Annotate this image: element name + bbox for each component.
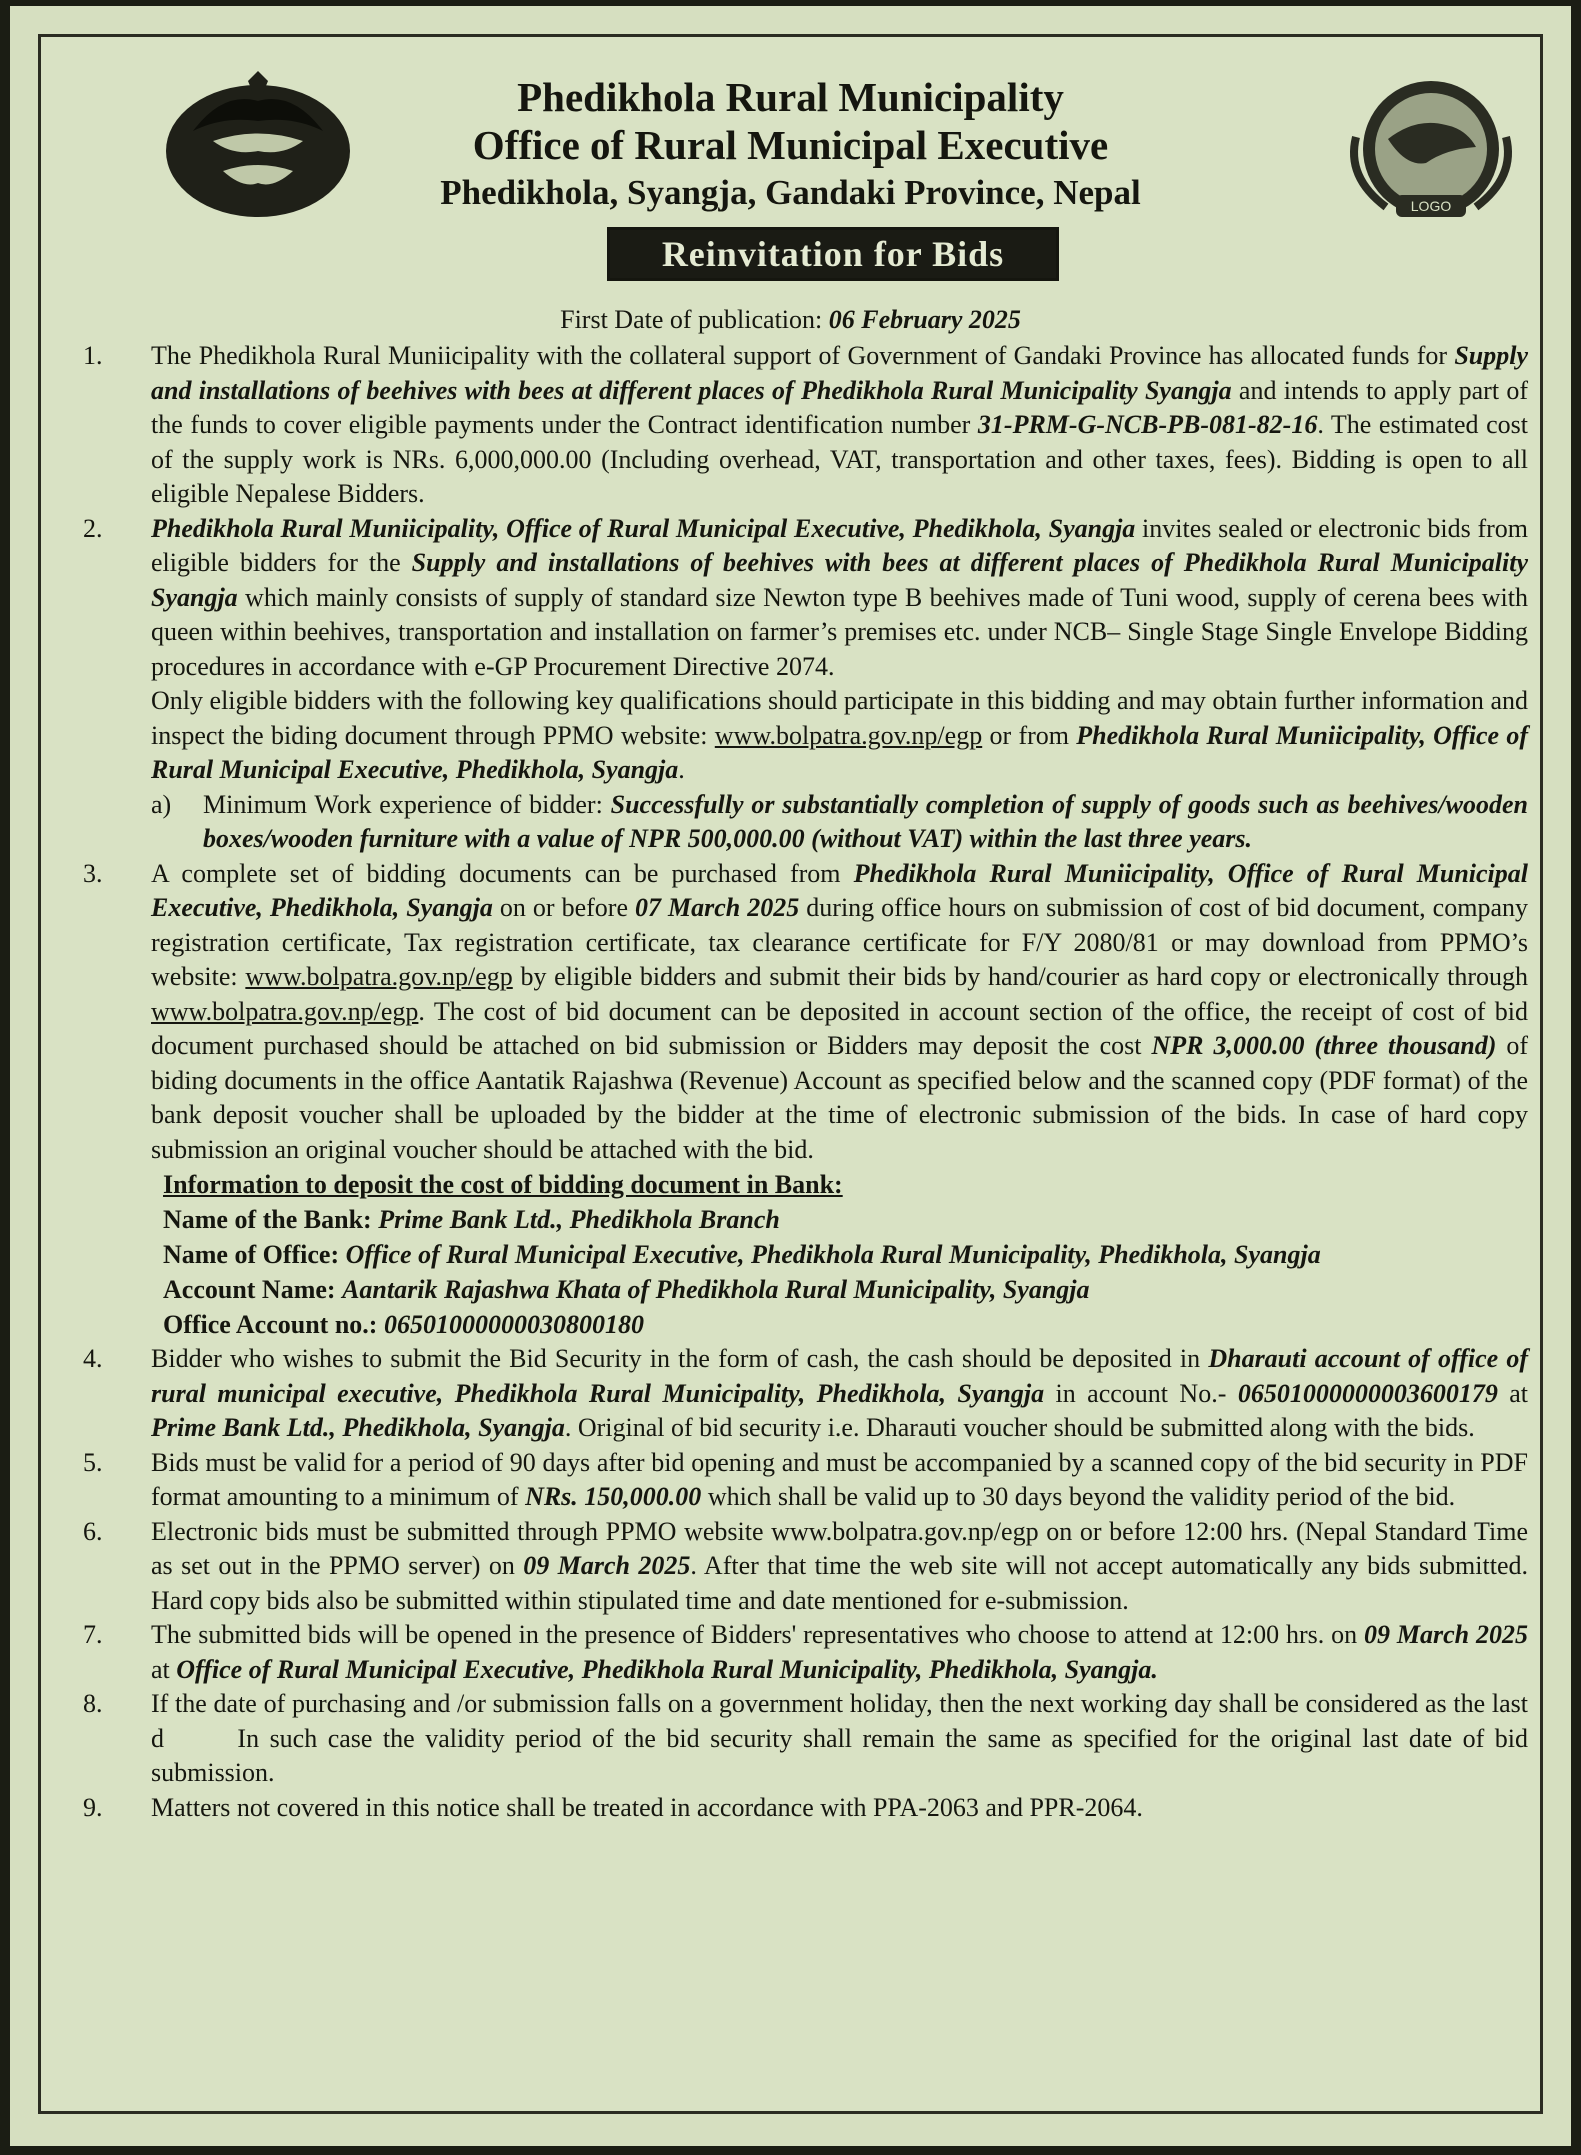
clause-emphasis: Phedikhola Rural Muniicipality, Office of Rural Municipal Executive, Phedikhola, Syangja: [151, 858, 1529, 922]
municipality-name: Phedikhola Rural Municipality: [517, 74, 1064, 120]
field-value: Prime Bank Ltd., Phedikhola Branch: [378, 1205, 780, 1234]
clause-text: Bidder who wishes to submit the Bid Security in the form of cash, the cash should be deposited in: [151, 1344, 1209, 1373]
clause-number: 5.: [83, 1447, 103, 1477]
clause-6: [63, 1515, 1528, 1619]
notice-body: [63, 339, 1528, 1825]
clause-8: [63, 1687, 1528, 1791]
notice-title: Reinvitation for Bids: [661, 234, 1005, 274]
field-label: Account Name:: [163, 1275, 343, 1304]
address-line: Phedikhola, Syangja, Gandaki Province, Nepal: [440, 173, 1141, 212]
account-number-row: [163, 1307, 1528, 1342]
clause-number: 8.: [83, 1689, 103, 1718]
clause-text: of biding documents in the office Aantatik Rajashwa (Revenue) Account as specified below and the scanned copy (PDF format) of the bank deposit voucher shall be uploaded by the bidder at the time of electronic submission of the bids. In case of hard copy submission an original voucher should be attached with the bid.: [151, 1031, 1529, 1164]
clause-emphasis: Prime Bank Ltd., Phedikhola, Syangja: [151, 1413, 565, 1442]
qualification-intro: [63, 684, 1528, 788]
clause-number: 9.: [83, 1792, 103, 1822]
clause-text: or from: [982, 720, 1077, 750]
clause-text: at: [1497, 1378, 1529, 1408]
clause-emphasis: Phedikhola Rural Muniicipality, Office of Rural Municipal Executive, Phedikhola, Syangja: [151, 720, 1528, 784]
publication-line: [41, 305, 1540, 335]
account-name-row: [163, 1272, 1528, 1307]
clause-9: [63, 1791, 1528, 1826]
clause-5: [63, 1446, 1528, 1515]
clause-number: 2.: [83, 513, 103, 543]
clause-text: . The estimated cost of the supply work is NRs. 6,000,000.00 (Including overhead, VAT, transportation and other taxes, fees). Bidding is open to all eligible Nepalese Bidders.: [151, 410, 1528, 508]
clause-number: 4.: [83, 1344, 103, 1373]
qualification-a: [63, 788, 1528, 857]
clause-emphasis: Office of Rural Municipal Executive, Phedikhola Rural Municipality, Phedikhola, Syangja.: [176, 1654, 1158, 1684]
contract-id: 31-PRM-G-NCB-PB-081-82-16: [977, 410, 1318, 439]
clause-emphasis: Successfully or substantially completion of supply of goods such as beehives/wooden boxes/wooden furniture with a value of NPR 500,000.00 (without VAT) within the last three years.: [203, 789, 1529, 853]
field-value: Aantarik Rajashwa Khata of Phedikhola Rural Municipality, Syangja: [342, 1275, 1090, 1304]
clause-text: on or before: [492, 893, 636, 922]
clause-number: 3.: [83, 858, 103, 888]
clause-text: The submitted bids will be opened in the presence of Bidders' representatives who choose to attend at 12:00 hrs. on: [151, 1620, 1364, 1649]
egp-link[interactable]: www.bolpatra.gov.np/egp: [151, 996, 419, 1026]
clause-text: .: [678, 755, 685, 784]
clause-text: A complete set of bidding documents can be purchased from: [151, 858, 854, 888]
clause-1: [63, 339, 1528, 512]
clause-text: which shall be valid up to 30 days beyond the validity period of the bid.: [701, 1482, 1456, 1511]
clause-number: 1.: [83, 341, 103, 370]
clause-text: by eligible bidders and submit their bids by hand/courier as hard copy or electronically through: [512, 962, 1528, 991]
field-label: Name of the Bank:: [163, 1205, 379, 1234]
clause-emphasis: Supply and installations of beehives with bees at different places of Phedikhola Rural Municipality Syangja: [151, 548, 1528, 612]
logo-caption: LOGO: [1410, 198, 1452, 214]
clause-7: [63, 1618, 1528, 1687]
newspaper-page: [10, 6, 1571, 2146]
deadline-date: 07 March 2025: [635, 893, 800, 922]
clause-text: . Original of bid security i.e. Dharauti voucher should be submitted along with the bids.: [564, 1413, 1475, 1442]
security-account-number: 06501000000003600179: [1237, 1378, 1498, 1408]
clause-text: invites sealed or electronic bids from eligible bidders for the: [151, 513, 1528, 577]
clause-text: . The cost of bid document can be deposited in account section of the office, the receipt of cost of bid document purchased should be attached on bid submission or Bidders may deposit the cost: [151, 996, 1528, 1060]
clause-text: The Phedikhola Rural Muniicipality with the collateral support of Government of Gandaki Province has allocated funds for: [151, 341, 1455, 370]
opening-date: 09 March 2025: [1364, 1620, 1528, 1649]
clause-2: [63, 512, 1528, 685]
office-name-row: [163, 1237, 1528, 1272]
field-label: Office Account no.:: [163, 1310, 384, 1339]
clause-text: during office hours on submission of cost of bid document, company registration certificate, Tax registration certificate, tax clearance certificate for F/Y 2080/81 or may download from PPMO’s website:: [151, 893, 1528, 991]
notice-frame: [38, 34, 1543, 2114]
clause-text: If the date of purchasing and /or submission falls on a government holiday, then the next working day shall be considered as the last d In such case the validity period of the bid security shall remain the same as specified for the original last date of bid submission.: [151, 1689, 1528, 1787]
notice-title-box: [607, 227, 1059, 281]
clause-emphasis: Phedikhola Rural Muniicipality, Office of Rural Municipal Executive, Phedikhola, Syangja: [151, 513, 1136, 543]
clause-number: 7.: [83, 1620, 103, 1649]
clause-4: [63, 1342, 1528, 1446]
security-amount: NRs. 150,000.00: [525, 1482, 702, 1511]
clause-text: Only eligible bidders with the following key qualifications should participate in this bidding and may obtain further information and inspect the biding document through PPMO website:: [151, 686, 1528, 750]
clause-text: Bids must be valid for a period of 90 days after bid opening and must be accompanied by a scanned copy of the bid security in PDF format amounting to a minimum of: [151, 1447, 1528, 1511]
egp-link[interactable]: www.bolpatra.gov.np/egp: [714, 720, 983, 750]
document-cost: NPR 3,000.00 (three thousand): [1151, 1031, 1497, 1060]
clause-3: [63, 857, 1528, 1168]
publication-label: First Date of publication:: [560, 305, 829, 334]
clause-text: at: [151, 1654, 177, 1684]
bank-name-row: [163, 1202, 1528, 1237]
submission-date: 09 March 2025: [523, 1551, 691, 1580]
egp-link[interactable]: www.bolpatra.gov.np/egp: [245, 962, 513, 991]
sub-clause-number: a): [151, 789, 172, 819]
clause-number: 6.: [83, 1516, 103, 1546]
field-value: Office of Rural Municipal Executive, Phedikhola Rural Municipality, Phedikhola, Syangja: [345, 1240, 1321, 1269]
clause-text: in account No.-: [1044, 1378, 1238, 1408]
clause-text: . After that time the web site will not accept automatically any bids submitted. Hard copy bids also be submitted within stipulated time and date mentioned for e-submission.: [151, 1551, 1528, 1615]
bank-info-heading: Information to deposit the cost of bidding document in Bank:: [163, 1170, 843, 1199]
bank-info: [63, 1167, 1528, 1342]
clause-text: which mainly consists of supply of standard size Newton type B beehives made of Tuni wood, supply of cerena bees with queen within beehives, transportation and installation on farmer’s premises etc. under NCB– Single Stage Single Envelope Bidding procedures in accordance with e-GP Procurement Directive 2074.: [151, 582, 1528, 681]
clause-text: Matters not covered in this notice shall be treated in accordance with PPA-2063 and PPR-2064.: [151, 1792, 1143, 1822]
clause-text: Minimum Work experience of bidder:: [203, 789, 611, 819]
publication-date: 06 February 2025: [828, 305, 1021, 334]
clause-emphasis: Supply and installations of beehives with bees at different places of Phedikhola Rural Municipality Syangja: [151, 341, 1528, 405]
clause-emphasis: Dharauti account of office of rural municipal executive, Phedikhola Rural Municipality, Phedikhola, Syangja: [151, 1344, 1529, 1408]
field-value: 06501000000030800180: [383, 1310, 644, 1339]
clause-text: Electronic bids must be submitted through PPMO website www.bolpatra.gov.np/egp on or before 12:00 hrs. (Nepal Standard Time as set out in the PPMO server) on: [151, 1516, 1528, 1580]
office-name: Office of Rural Municipal Executive: [472, 122, 1109, 168]
field-label: Name of Office:: [163, 1240, 346, 1269]
clause-text: and intends to apply part of the funds to cover eligible payments under the Contract identification number: [151, 375, 1528, 439]
